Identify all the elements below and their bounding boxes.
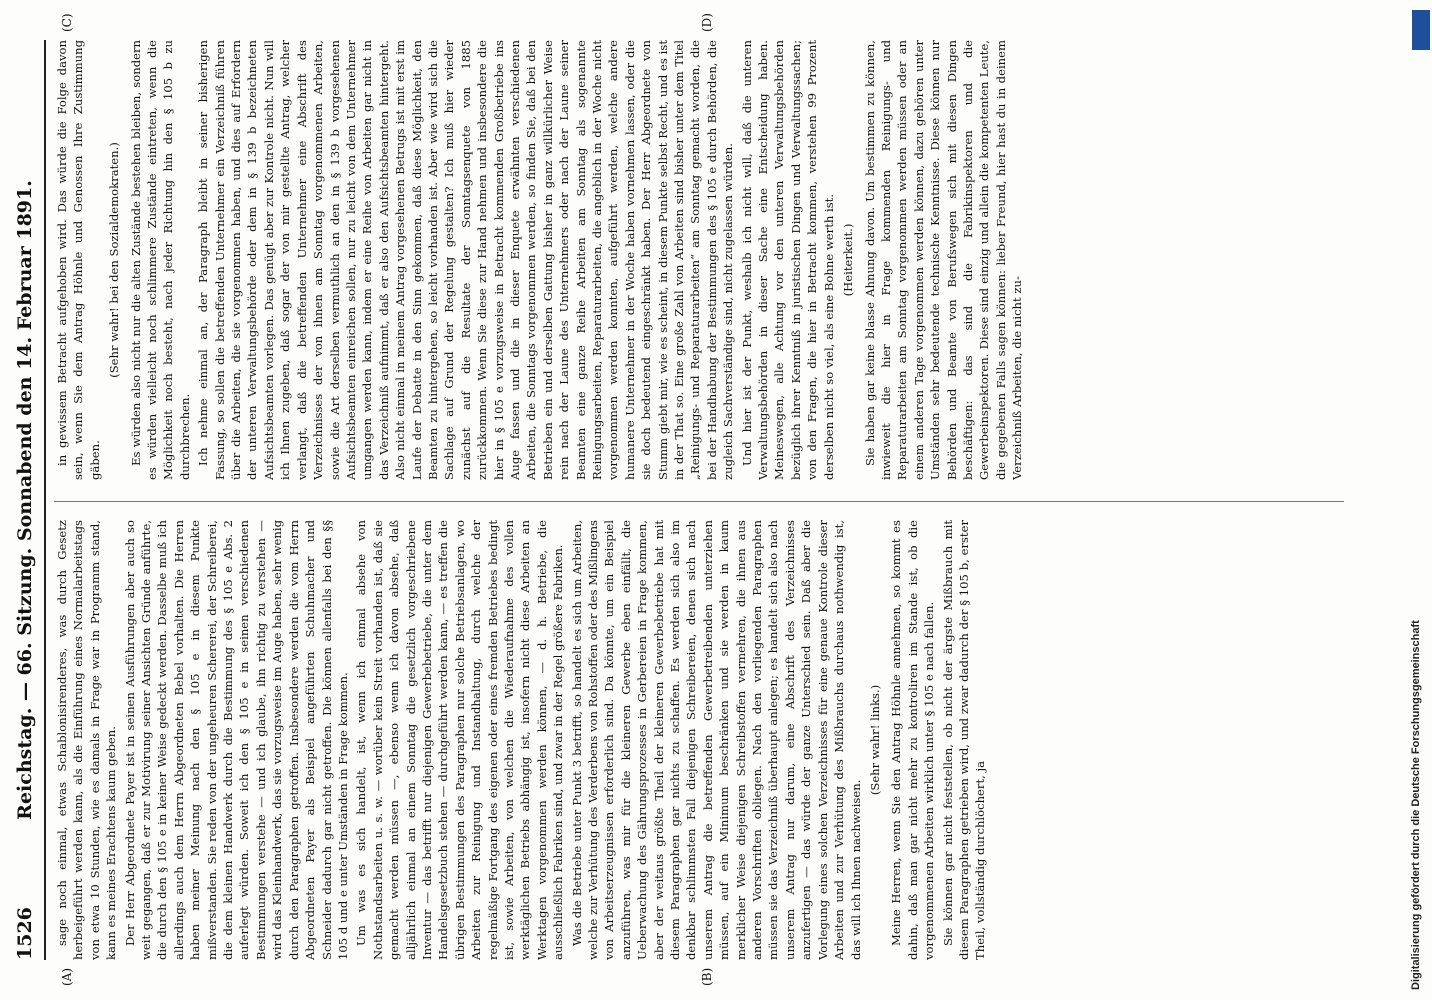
page-header: [10, 40, 42, 960]
running-title: Reichstag. — 66. Sitzung. Sonnabend den 14. Februar 1891.: [14, 180, 36, 820]
paragraph: Meine Herren, wenn Sie den Antrag Höhnle annehmen, so kommt es dahin, daß man gar nicht mehr zu kontroliren im Stande ist, ob die vorgenommenen Arbeiten wirklich unter § 105 e nach fallen.: [889, 520, 937, 960]
paragraph: (Sehr wahr! bei den Sozialdemokraten.): [107, 142, 122, 378]
paragraph: Um was es sich handelt, ist, wenn ich einmal absehe von Nothstandsarbeiten u. s. w. — worüber kein Streit vorhanden ist, daß sie gemacht werden müssen —, ebenso wenn ich davon absehe, daß alljährlich einmal an einem Sonntag die gesetzlich vorgeschriebene Inventur — das betrifft nur diejenigen Gewerbebetriebe, die unter dem Handelsgesetzbuch stehen — durchgeführt werden kann, — es treffen die übrigen Bestimmungen des Paragraphen nur solche Betriebsanlagen, wo Arbeiten zur Reinigung und Instandhaltung, durch welche der regelmäßige Fortgang des eigenen oder eines fremden Betriebes bedingt ist, sowie Arbeiten, von welchen die Wiederaufnahme des vollen werktäglichen Betriebs abhängig ist, insofern nicht diese Arbeiten an Werktagen vorgenommen werden können, — d. h. Betriebe, die ausschließlich Fabriken sind, und zwar in der Regel größere Fabriken.: [354, 520, 566, 960]
paragraph: (Sehr wahr! links.): [867, 684, 882, 796]
paragraph: Sie können gar nicht feststellen, ob nicht der ärgste Mißbrauch mit diesem Paragraphen getrieben wird, und zwar dadurch der § 105 b, erster Theil, vollständig durchlöchert, ja: [940, 520, 988, 960]
paragraph: (Heiterkeit.): [841, 223, 856, 297]
margin-mark-b: (B): [700, 967, 714, 986]
paragraph: Der Herr Abgeordnete Payer ist in seinen Ausführungen aber auch so weit gegangen, daß er zur Motivirung seiner Ansichten Gründe anführte, die durch den § 105 e in keiner Weise gedeckt werden. Dasselbe muß ich allerdings auch dem Herrn Abgeordneten Bebel vorhalten. Die Herren haben meiner Meinung nach den § 105 e in diesem Punkte mißverstanden. Sie reden von der ungeheuren Schererei, der Schreiberei, die dem kleinen Handwerk durch die Bestimmung des § 105 e Abs. 2 auferlegt würden. Soweit ich den § 105 e in seinen verschiedenen Bestimmungen verstehe — und ich glaube, ihn richtig zu verstehen — wird das Kleinhandwerk, das sie vorzugsweise im Auge haben, sehr wenig durch den Paragraphen getroffen. Insbesondere werden die vom Herrn Abgeordneten Payer als Beispiel angeführten Schuhmacher und Schneider dadurch gar nicht getroffen. Die können allenfalls bei den §§ 105 d und e unter Umständen in Frage kommen.: [122, 520, 350, 960]
paragraph: Und hier ist der Punkt, weshalb ich nicht will, daß die unteren Verwaltungsbehörden in dieser Sache eine Entscheidung haben. Meineswegen, alle Achtung vor den unteren Verwaltungsbehörden bezüglich ihrer Kenntniß in juristischen Dingen und Verwaltungssachen; von den Fragen, die hier in Betracht kommen, verstehen 99 Prozent derselben nicht so viel, als eine Bohne werth ist.: [739, 40, 836, 480]
left-text-column: [54, 520, 1344, 960]
margin-mark-d: (D): [700, 13, 714, 32]
paragraph: in gewissem Betracht aufgehoben wird. Das würde die Folge davon sein, wenn Sie dem Antrag Höhnle und Genossen Ihre Zustimmung gäben.: [55, 40, 102, 480]
margin-mark-c: (C): [60, 13, 74, 32]
paragraph: Ich nehme einmal an, der Paragraph bleibt in seiner bisherigen Fassung, so sollen die betreffenden Unternehmer ein Verzeichniß führen über die Arbeiten, die sie vorgenommen haben, und dies auf Erfordern der unteren Verwaltungsbehörde oder dem in § 139 b bezeichneten Aufsichtsbeamten vorlegen. Das genügt aber zur Kontrole nicht. Nun will ich Ihnen zugeben, daß sogar der von mir gestellte Antrag, welcher verlangt, daß die betreffenden Unternehmer eine Abschrift des Verzeichnisses der von ihnen am Sonntag vorgenommenen Arbeiten, sowie die Art derselben vermuthlich an den in § 139 b vorgesehenen Aufsichtsbeamten einreichen sollen, nur zu leicht von dem Unternehmer umgangen werden kann, indem er eine Reihe von Arbeiten gar nicht in das Verzeichniß aufnimmt, daß er also den Aufsichtsbeamten hintergeht. Also nicht einmal in meinem Antrag vorgesehenen Betrugs ist mit erst im Laufe der Debatte in den Sinn gekommen, daß diese Möglichkeit, den Beamten zu hintergehen, so leicht vorhanden ist. Aber wie wird sich die Sachlage auf Grund der Regelung gestalten? Ich muß hier wieder zunächst auf die Resultate der Sonntagsenquete von 1885 zurückkommen. Wenn Sie diese zur Hand nehmen und insbesondere die hier in § 105 e vorzugsweise in Betracht kommenden Großbetriebe ins Auge fassen und die in dieser Enquete erwähnten verschiedenen Arbeiten, die Sonntags vorgenommen werden, so finden Sie, daß bei den Betrieben ein und derselben Gattung bisher in ganz willkürlicher Weise rein nach der Laune des Unternehmers oder nach der Laune seiner Beamten eine ganze Reihe Arbeiten am Sonntag als sogenannte Reinigungsarbeiten, Reparaturarbeiten, die angeblich in der Woche nicht vorgenommen werden konnten, aufgeführt werden, welche andere humanere Unternehmer in der Woche haben vornehmen lassen, oder die sie doch bedeutend eingeschränkt haben. Der Herr Abgeordnete von Stumm giebt mir, wie es scheint, in diesem Punkte selbst Recht, und es ist in der That so. Eine große Zahl von Arbeiten sind bisher unter dem Titel „Reinigungs- und Reparaturarbeiten“ am Sonntag gemacht worden, die bei der Handhabung der Bestimmungen des § 105 e durch Behörden, die zugleich Sachverständige sind, nicht zugelassen würden.: [196, 40, 736, 480]
right-text-column: [54, 40, 1344, 480]
column-divider: [54, 501, 1344, 502]
paragraph: Es würden also nicht nur die alten Zustände bestehen bleiben, sondern es würden vielleicht noch schlimmere Zustände eintreten, wenn die Möglichkeit noch besteht, nach jeder Richtung hin den § 105 b zu durchbrechen.: [128, 40, 192, 480]
header-rule: [44, 40, 46, 960]
paragraph: Was die Betriebe unter Punkt 3 betrifft, so handelt es sich um Arbeiten, welche zur Verhütung des Verderbens von Rohstoffen oder des Mißlingens von Arbeitserzeugnissen erforderlich sind. Da könnte, um ein Beispiel anzuführen, was mir für die kleineren Gewerbe eben einfällt, die Ueberwachung des Gährungsprozesses in Gerbereien in Frage kommen, aber der weitaus größte Theil der kleineren Gewerbebetriebe hat mit diesem Paragraphen gar nichts zu schaffen. Es werden sich also im denkbar schlimmsten Fall diejenigen Schreibereien, denen sich nach unserem Antrag die betreffenden Gewerbetreibenden unterziehen müssen, auf ein Minimum beschränken und sie werden in kaum merklicher Weise diejenigen Schreibstoffen vermehren, die ihnen aus anderen Vorschriften obliegen. Nach den vorliegenden Paragraphen müssen sie das Verzeichniß überhaupt anlegen; es handelt sich also nach unserem Antrag nur darum, eine Abschrift des Verzeichnisses anzufertigen — das würde der ganze Unterschied sein. Daß aber die Vorlegung eines solchen Verzeichnisses für eine genaue Kontrole dieser Arbeiten und zur Verhütung des Mißbrauchs durchaus nothwendig ist, das will ich Ihnen nachweisen.: [569, 520, 863, 960]
page-number: 1526: [14, 907, 36, 960]
digitization-note: Digitalisierung gefördert durch die Deutsche Forschungsgemeinschaft: [1410, 620, 1422, 990]
margin-mark-a: (A): [60, 967, 74, 986]
paragraph: sage noch einmal, etwas Schablonisirenderes, was durch Gesetz herbeigeführt werden kann, als die Einführung eines Normalarbeitstags von etwa 10 Stunden, wie es damals in Frage war in Programm stand, kann es meines Erachtens kaum geben.: [55, 520, 119, 960]
digitization-sidebar: [1410, 10, 1432, 990]
paragraph: Sie haben gar keine blasse Ahnung davon. Um bestimmen zu können, inwieweit die hier in Frage kommenden Reinigungs- und Reparaturarbeiten am Sonntag vorgenommen werden müssen oder an einem anderen Tage vorgenommen werden können, dazu gehören unter Umständen sehr bedeutende technische Kenntnisse. Diese können nur Behörden und Beamte von Berufswegen sich mit diesen Dingen beschäftigen: das sind die Fabrikinspektoren und die Gewerbeinspektoren. Diese sind einzig und allein die kompetenten Leute, die gegebenen Falls sagen können: lieber Freund, hier hast du in deinem Verzeichniß Arbeiten, die nicht zu-: [862, 40, 1025, 480]
